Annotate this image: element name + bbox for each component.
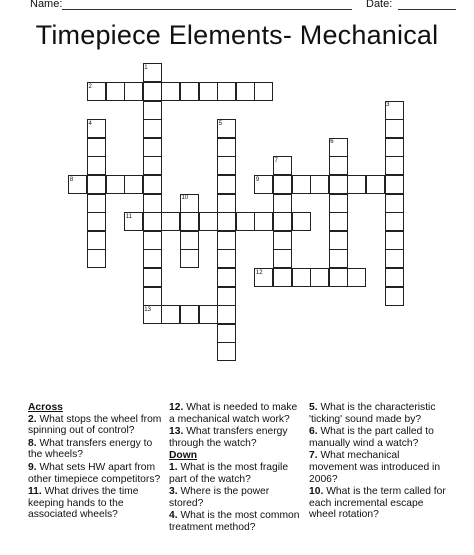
grid-cell[interactable] xyxy=(385,231,404,250)
clue-number: 11 xyxy=(125,213,132,220)
grid-cell[interactable] xyxy=(366,175,385,194)
grid-cell[interactable] xyxy=(143,268,162,287)
grid-cell[interactable] xyxy=(217,324,236,343)
clue-number: 1 xyxy=(144,64,148,71)
grid-cell[interactable] xyxy=(87,249,106,268)
across-heading: Across xyxy=(28,402,63,413)
clue-number: 7 xyxy=(274,157,278,164)
clue-across-2: 2. What stops the wheel from spinning out of control? xyxy=(28,413,162,437)
grid-cell[interactable] xyxy=(87,231,106,250)
grid-cell[interactable] xyxy=(292,268,311,287)
grid-cell[interactable] xyxy=(273,194,292,213)
grid-cell[interactable] xyxy=(161,305,180,324)
date-label: Date: xyxy=(366,0,393,10)
clue-down-4: 4. What is the most common treatment method? xyxy=(169,510,300,533)
grid-cell[interactable] xyxy=(292,175,311,194)
clue-down-10: 10. What is the term called for each incremental escape wheel rotation? xyxy=(309,486,446,521)
clue-number: 4 xyxy=(88,120,92,127)
grid-cell[interactable] xyxy=(273,268,292,287)
grid-cell[interactable] xyxy=(385,175,404,194)
grid-cell[interactable] xyxy=(310,268,329,287)
clue-down-6: 6. What is the part called to manually wind a watch? xyxy=(309,426,434,449)
clue-number: 8 xyxy=(69,176,74,183)
grid-cell[interactable] xyxy=(161,82,180,101)
grid-cell[interactable] xyxy=(273,212,292,231)
grid-cell[interactable] xyxy=(106,175,125,194)
grid-cell[interactable] xyxy=(273,175,292,194)
grid-cell[interactable] xyxy=(199,82,218,101)
grid-cell[interactable] xyxy=(217,138,236,157)
grid-cell[interactable] xyxy=(310,175,329,194)
grid-cell[interactable] xyxy=(180,305,199,324)
clue-across-11: 11. What drives the time keeping hands to the associated wheels? xyxy=(28,486,139,521)
grid-cell[interactable] xyxy=(236,212,255,231)
clue-number: 3 xyxy=(386,102,390,109)
grid-cell[interactable] xyxy=(143,212,162,231)
grid-cell[interactable] xyxy=(217,156,236,175)
clue-number: 2 xyxy=(88,83,92,90)
grid-cell[interactable] xyxy=(254,212,273,231)
grid-cell[interactable] xyxy=(199,305,218,324)
grid-cell[interactable] xyxy=(385,268,404,287)
grid-cell[interactable] xyxy=(124,175,143,194)
clue-down-1: 1. What is the most fragile part of the watch? xyxy=(169,461,289,485)
grid-cell[interactable] xyxy=(385,119,404,138)
clue-number: 10 xyxy=(181,195,189,202)
grid-cell[interactable] xyxy=(385,249,404,268)
grid-cell[interactable] xyxy=(199,212,218,231)
grid-cell[interactable] xyxy=(217,231,236,250)
clue-down-3: 3. Where is the power stored? xyxy=(169,486,270,509)
clue-down-5: 5. What is the characteristic 'ticking' sound made by? xyxy=(309,402,436,425)
clue-column-1 xyxy=(28,402,163,522)
grid-cell[interactable] xyxy=(347,175,366,194)
grid-cell[interactable] xyxy=(254,82,273,101)
grid-cell[interactable] xyxy=(143,101,162,120)
grid-cell[interactable] xyxy=(143,138,162,157)
grid-cell[interactable] xyxy=(143,119,162,138)
grid-cell[interactable] xyxy=(385,156,404,175)
clue-across-12: 12. What is needed to make a mechanical watch work? xyxy=(169,402,298,425)
grid-cell[interactable] xyxy=(217,194,236,213)
clue-column-3 xyxy=(309,402,449,522)
grid-cell[interactable] xyxy=(329,231,348,250)
clue-number: 6 xyxy=(330,139,334,146)
grid-cell[interactable] xyxy=(385,194,404,213)
grid-cell[interactable] xyxy=(236,82,255,101)
grid-cell[interactable] xyxy=(143,175,162,194)
clue-number: 13 xyxy=(144,306,151,313)
clue-down-7: 7. What mechanical movement was introduced in 2006? xyxy=(309,450,441,485)
grid-cell[interactable] xyxy=(87,175,106,194)
grid-cell[interactable] xyxy=(329,156,348,175)
grid-cell[interactable] xyxy=(385,287,404,306)
grid-cell[interactable] xyxy=(180,231,199,250)
grid-cell[interactable] xyxy=(180,212,199,231)
grid-cell[interactable] xyxy=(87,156,106,175)
grid-cell[interactable] xyxy=(143,82,162,101)
grid-cell[interactable] xyxy=(87,212,106,231)
grid-cell[interactable] xyxy=(143,287,162,306)
grid-cell[interactable] xyxy=(385,138,404,157)
grid-cell[interactable] xyxy=(143,156,162,175)
grid-cell[interactable] xyxy=(180,249,199,268)
grid-cell[interactable] xyxy=(217,287,236,306)
grid-cell[interactable] xyxy=(180,82,199,101)
grid-cell[interactable] xyxy=(161,212,180,231)
clue-across-13: 13. What transfers energy through the watch? xyxy=(169,426,288,449)
grid-cell[interactable] xyxy=(124,82,143,101)
grid-cell[interactable] xyxy=(106,82,125,101)
grid-cell[interactable] xyxy=(87,138,106,157)
grid-cell[interactable] xyxy=(143,194,162,213)
grid-cell[interactable] xyxy=(217,175,236,194)
grid-cell[interactable] xyxy=(292,212,311,231)
grid-cell[interactable] xyxy=(217,305,236,324)
clue-number: 12 xyxy=(255,269,263,276)
grid-cell[interactable] xyxy=(273,231,292,250)
grid-cell[interactable] xyxy=(217,268,236,287)
grid-cell[interactable] xyxy=(329,175,348,194)
grid-cell[interactable] xyxy=(217,249,236,268)
grid-cell[interactable] xyxy=(329,268,348,287)
grid-cell[interactable] xyxy=(385,212,404,231)
grid-cell[interactable] xyxy=(329,212,348,231)
grid-cell[interactable] xyxy=(273,249,292,268)
clue-across-8: 8. What transfers energy to the wheels? xyxy=(28,437,153,461)
clue-number: 5 xyxy=(218,120,223,127)
grid-cell[interactable] xyxy=(217,342,236,361)
grid-cell[interactable] xyxy=(87,194,106,213)
grid-cell[interactable] xyxy=(217,82,236,101)
page-title: Timepiece Elements- Mechanical xyxy=(35,20,439,50)
name-label: Name: xyxy=(30,0,63,10)
grid-cell[interactable] xyxy=(143,249,162,268)
grid-cell[interactable] xyxy=(329,249,348,268)
grid-cell[interactable] xyxy=(143,231,162,250)
grid-cell[interactable] xyxy=(329,194,348,213)
grid-cell[interactable] xyxy=(217,212,236,231)
clue-across-9: 9. What sets HW apart from other timepiece competitors? xyxy=(28,461,161,485)
clue-number: 9 xyxy=(255,176,260,183)
grid-cell[interactable] xyxy=(347,268,366,287)
clue-column-2 xyxy=(169,402,304,535)
down-heading: Down xyxy=(169,450,198,462)
